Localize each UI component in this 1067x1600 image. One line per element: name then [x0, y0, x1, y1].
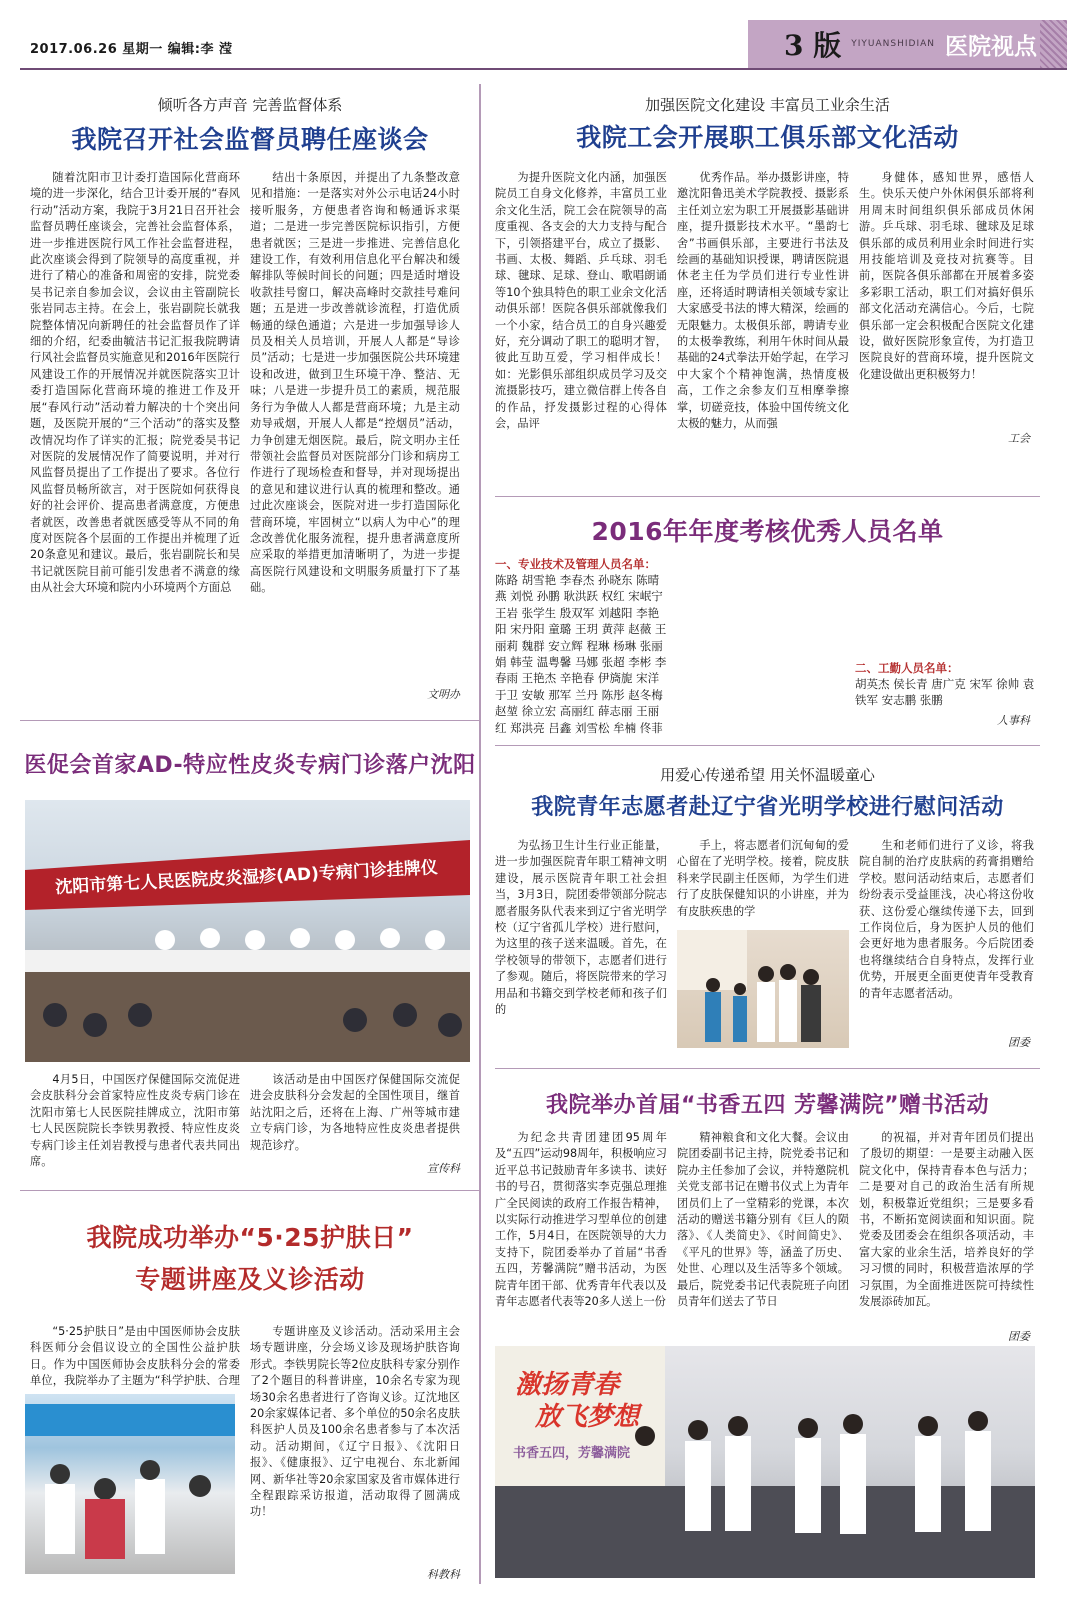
article5-column-3: 生和老师们进行了义诊，将我院自制的治疗皮肤病的药膏捐赠给学校。慰问活动结束后，志愿者们纷纷表示受益匪浅，决心将这份收获、这份爱心继续传递下去，回到工作岗位后，身为医护人员的他们会更好地为患者服务。今后院团委也将继续结合自身特点，发挥行业优势，开展更全面更使青年受教育的青年志愿者活动。 [859, 839, 1034, 1000]
article2-subtitle: 加强医院文化建设 丰富员工业余生活 [645, 96, 890, 114]
photo-illustration [677, 930, 849, 1048]
article5-subtitle: 用爱心传递希望 用关怀温暖童心 [660, 766, 875, 784]
article7-column-3: 的祝福，并对青年团员们提出了殷切的期望：一是要主动融入医院文化中，保持青春本色与活力；二是要对自己的政治生活有所规划，积极靠近党组织；三是要多看书，不断拓宽阅读面和知识面。院党委及团委会在组织各项活动，丰富大家的业余生活，培养良好的学习习惯的同时，积极营造浓厚的学习氛围，为全面推进医院可持续性发展添砖加瓦。 [859, 1131, 1034, 1309]
article2-column-1: 为提升医院文化内涵，加强医院员工自身文化修养，丰富员工业余文化生活，院工会在院领导的高度重视、各支会的大力支持与配合下，引领搭建平台，成立了摄影、书画、太极、舞蹈、乒乓球、羽毛球、毽球、足球、登山、歌唱朗诵等10个独具特色的职工业余文化活动俱乐部！医院各俱乐部就像我们一个小家，结合员工的自身兴趣爱好，充分调动了职工的聪明才智，彼此互助互爱，学习相伴成长！如：光影俱乐部组织成员学习及交流摄影技巧，建立微信群上传各自的作品，抒发摄影过程的心得体会，品评 [495, 171, 667, 431]
section-pinyin: YIYUANSHIDIAN [851, 39, 935, 49]
article4-signature: 宣传科 [427, 1162, 460, 1175]
issue-date-line: 2017.06.26 星期一 编辑:李 滢 [30, 42, 233, 57]
section-rule [20, 1190, 480, 1191]
section-rule [495, 496, 1040, 497]
article6-column-1: “5·25护肤日”是由中国医师协会皮肤科医师分会倡议设立的全国性公益护肤日。作为中国医师协会皮肤科分会的常委单位，我院举办了主题为“科学护肤、合理 [30, 1325, 240, 1388]
article4-column-2: 该活动是由中国医疗保健国际交流促进会皮肤科分会发起的全国性项目，继首站沈阳之后，还将在上海、广州等城市建立专病门诊，为各地特应性皮炎患者提供规范诊疗。 [250, 1073, 460, 1152]
section-name: 医院视点 [945, 32, 1037, 60]
section-rule [20, 720, 480, 721]
article2-column-3: 身健体，感知世界，感悟人生。快乐天使户外休闲俱乐部将利用周末时间组织俱乐部成员休闲游。乒乓球、羽毛球、毽球及足球俱乐部的成员利用业余时间进行实用技能培训及竞技对抗赛等。目前，医院各俱乐部都在开展着多姿多彩职工活动，职工们对搞好俱乐部文化活动充满信心。今后，七院俱乐部一定会积极配合医院文化建设，做好医院形象宣传，为打造卫医院良好的营商环境，提升医院文化建设做出更积极努力！ [859, 171, 1034, 381]
article5-title: 我院青年志愿者赴辽宁省光明学校进行慰问活动 [531, 795, 1004, 820]
photo-slogan-3: 书香五四，芳馨满院 [513, 1446, 631, 1461]
article4-column-1: 4月5日，中国医疗保健国际交流促进会皮肤科分会首家特应性皮炎专病门诊在沈阳市第七人民医院挂牌成立，沈阳市第七人民医院院长李铁男教授、特应性皮炎专病门诊主任刘岩教授与患者代表共同出席。 [30, 1073, 240, 1169]
article7-title: 我院举办首届“书香五四 芳馨满院”赠书活动 [545, 1093, 990, 1118]
section-rule [495, 1068, 1040, 1069]
article1-signature: 文明办 [427, 688, 460, 701]
book-donation-photo [495, 1346, 1035, 1578]
article6-title-line2: 专题讲座及义诊活动 [135, 1265, 365, 1294]
ad-clinic-photo [25, 800, 470, 1062]
photo-illustration [25, 1394, 235, 1574]
article1-title: 我院召开社会监督员聘任座谈会 [71, 125, 429, 154]
section-rule [495, 745, 1040, 746]
article7-column-1: 为纪念共青团建团95周年及“五四”运动98周年，积极响应习近平总书记鼓励青年多读书、读好书的号召，贯彻落实李克强总理推广全民阅读的政府工作报告精神，以实际行动推进学习型单位的创建工作，5月4日，在医院领导的大力支持下，院团委举办了首届“书香五四，芳馨满院”赠书活动，为医院青年团干部、优秀青年代表以及青年志愿者代表等20多人送上一份 [495, 1131, 667, 1309]
list-names-professional: 陈路 胡雪艳 李春杰 孙晓东 陈晴燕 刘悦 孙鹏 耿洪跃 权红 宋岷宁 王岩 张学生 殷双军 刘越阳 李艳阳 宋丹阳 童璐 王玥 黄萍 赵薇 王丽莉 魏群 安立辉 程琳 杨琳 张丽娟 韩莹 温粤馨 马娜 张超 李彬 李春雨 王艳杰 辛艳春 伊旖旎 宋洋 于卫 安敏 那军 兰丹 陈彤 赵冬梅 赵堃 徐立宏 高丽红 薛志丽 王丽红 郑洪亮 吕鑫 刘雪松 牟楠 佟菲 [495, 573, 667, 735]
article7-column-2: 精神粮食和文化大餐。会议由院团委副书记主持，院党委书记和院办主任参加了会议，并特邀院机关党支部书记在赠书仪式上为青年团员们上了一堂精彩的党课，本次活动的赠送书籍分别有《巨人的陨落》、《人类简史》、《时间简史》、《平凡的世界》等，涵盖了历史、处世、心理以及生活等多个领域。最后，院党委书记代表院班子向团员青年们送去了节日 [677, 1131, 849, 1309]
list-heading-support: 二、工勤人员名单： [855, 661, 959, 675]
article3-column-1 [495, 556, 670, 736]
article3-title: 2016年年度考核优秀人员名单 [591, 517, 944, 546]
section-banner [748, 20, 1067, 68]
article1-column-2: 结出十条原因，并提出了九条整改意见和措施：一是落实对外公示电话24小时接听服务，方便患者咨询和畅通诉求渠道；二是进一步完善医院标识指引，方便患者就医；三是进一步推进、完善信息化建设工作，有效利用信息化平台解决和缓解排队等候时间长的问题；四是适时增设收款挂号窗口，解决高峰时交款挂号难问题；五是进一步改善就诊流程，打造优质畅通的绿色通道；六是进一步加强导诊人员及相关人员培训，开展人人都是“导诊员”活动；七是进一步加强医院公共环境建设和改进，做到卫生环境干净、整洁、无味；八是进一步提升员工的素质，规范服务行为争做人人都是营商环境；九是主动劝导戒烟，开展人人都是“控烟员”活动，力争创建无烟医院。最后，院文明办主任带领社会监督员对医院部分门诊和病房工作进行了现场检查和督导，并对现场提出的意见和建议进行认真的梳理和整改。通过此次座谈会，医院对进一步打造国际化营商环境，牢固树立“以病人为中心”的理念改善优化服务流程，提升患者满意度所应采取的举措更加清晰明了，为进一步提高医院行风建设和文明服务质量打下了基础。 [250, 171, 460, 595]
article2-column-2: 优秀作品。举办摄影讲座，特邀沈阳鲁迅美术学院教授、摄影系主任刘立宏为职工开展摄影基础讲座，提升摄影技术水平。“墨韵七舍”书画俱乐部，主要进行书法及绘画的基础知识授课，聘请医院退休老主任为学员们进行专业性讲座，还将适时聘请相关领域专家让大家感受书法的博大精深，绘画的无限魅力。太极俱乐部，聘请专业的太极拳教练，利用午休时间从最基础的24式拳法开始学起，在学习中大家个个精神饱满，热情度极高，工作之余参友们互相摩拳擦掌，切磋竞技，体验中国传统文化太极的魅力，从而强 [677, 171, 849, 431]
photo-slogan-2: 放飞梦想 [535, 1402, 640, 1432]
article5-signature: 团委 [1008, 1036, 1030, 1049]
article5-column-2: 手上，将志愿者们沉甸甸的爱心留在了光明学校。接着，院皮肤科来学民副主任医师，为学生们进行了皮肤保健知识的小讲座，并为有皮肤疾患的学 [677, 839, 849, 918]
banner-pattern [1040, 20, 1067, 68]
column-divider [479, 84, 481, 1584]
article3-column-3 [855, 556, 1035, 646]
article4-title: 医促会首家AD-特应性皮炎专病门诊落户沈阳 [24, 753, 476, 778]
volunteers-photo [677, 930, 849, 1048]
list-names-support: 胡英杰 侯长青 唐广克 宋军 徐帅 袁铁军 安志鹏 张鹏 [855, 677, 1035, 708]
article2-title: 我院工会开展职工俱乐部文化活动 [576, 123, 959, 152]
article3-signature: 人事科 [997, 714, 1030, 727]
article6-title: 我院成功举办“5·25护肤日” [86, 1223, 414, 1252]
article1-column-1: 随着沈阳市卫计委打造国际化营商环境的进一步深化，结合卫计委开展的“春风行动”活动方案，我院于3月21日召开社会监督员聘任座谈会，完善社会监督体系，进一步推进医院行风工作社会监督进程，此次座谈会得到了院领导的高度重视，并进行了精心的准备和周密的安排，院党委吴书记亲自参加会议，会议由主管副院长张岩同志主持。在会上，张岩副院长就我院整体情况向新聘任的社会监督员作了详细的介绍，纪委曲毓洁书记汇报我院聘请行风社会监督员实施意见和2016年医院行风建设工作的开展情况并就医院落实卫计委打造国际化营商环境的推进工作及开展“春风行动”活动着力解决的十个突出问题，及医院开展的“三个活动”的落实及整改情况均作了详实的汇报；院党委吴书记对医院的发展情况作了简要说明，并对行风监督员提出了工作提出了要求。各位行风监督员畅所欲言，对于医院如何获得良好的社会评价、提高患者满意度，方便患者就医，改善患者就医感受等从不同的角度对医院各个层面的工作提出并梳理了近20条意见和建议。最后，张岩副院长和吴书记就医院目前可能引发患者不满意的缘由从社会大环境和院内小环境两个方面总 [30, 171, 240, 595]
list-heading-professional: 一、专业技术及管理人员名单： [495, 557, 656, 571]
photo-slogan-1: 激扬青春 [515, 1370, 620, 1400]
article1-subtitle: 倾听各方声音 完善监督体系 [157, 96, 343, 114]
photo-illustration [25, 800, 470, 1062]
article6-signature: 科教科 [427, 1568, 460, 1581]
article6-column-2: 专题讲座及义诊活动。活动采用主会场专题讲座，分会场义诊及现场护肤咨询形式。李铁男院长等2位皮肤科专家分别作了2个题目的科普讲座，10余名专家为现场30余名患者进行了咨询义诊。辽沈地区20余家媒体记者、多个单位的50余名皮肤科医护人员及100余名患者参与了本次活动。活动期间，《辽宁日报》、《沈阳日报》、《健康报》、辽宁电视台、东北新闻网、新华社等20余家国家及省市媒体进行全程跟踪采访报道，活动取得了圆满成功！ [250, 1325, 460, 1519]
skin-care-day-photo [25, 1394, 235, 1574]
edition-label: 3 版 [784, 29, 842, 62]
article2-signature: 工会 [1008, 432, 1030, 445]
article5-column-1: 为弘扬卫生计生行业正能量，进一步加强医院青年职工精神文明建设，展示医院青年职工社会担当，3月3日，院团委带领部分院志愿者服务队代表来到辽宁省光明学校（辽宁省孤儿学校）进行慰问，为这里的孩子送来温暖。首先，在学校领导的带领下，志愿者们进行了参观。随后，将医院带来的学习用品和书籍交到学校老师和孩子们的 [495, 839, 667, 1017]
article7-signature: 团委 [1008, 1330, 1030, 1343]
header-rule [20, 68, 1067, 70]
photo-banner-text: 沈阳市第七人民医院皮炎湿疹(AD)专病门诊挂牌仪 [54, 857, 439, 898]
article3-column-3b [855, 660, 1035, 740]
